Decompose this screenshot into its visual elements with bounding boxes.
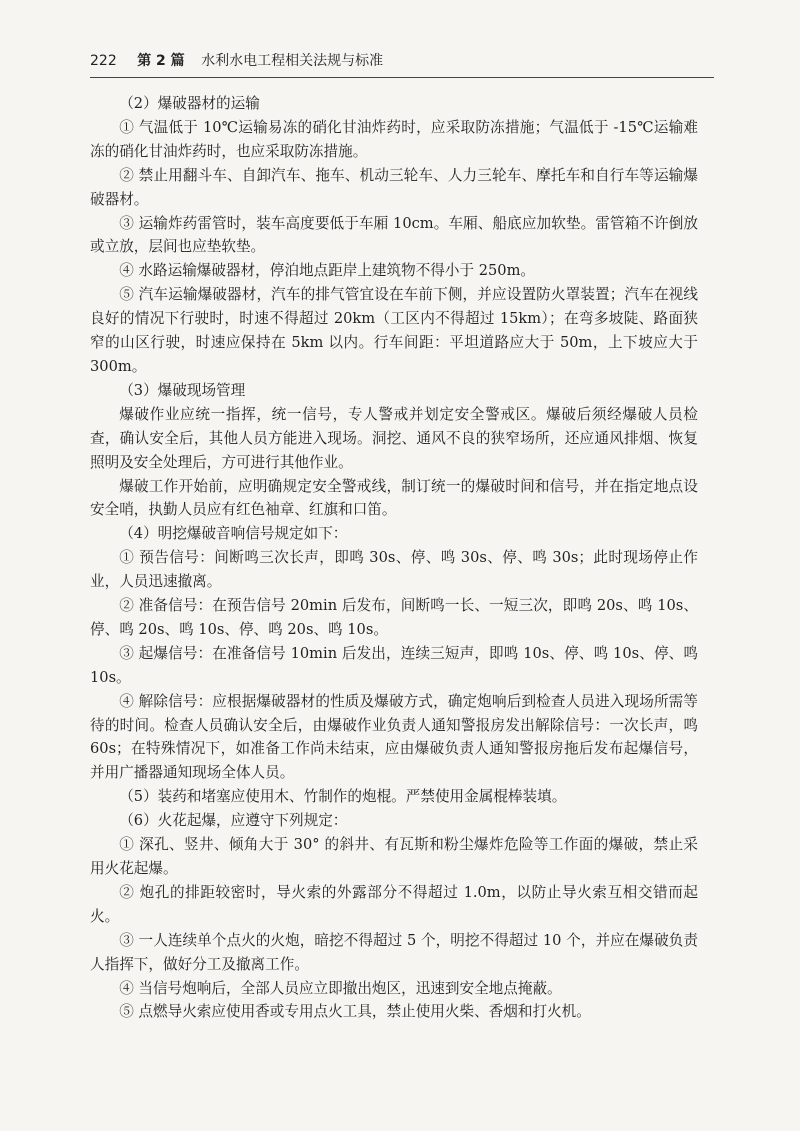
header-rule [90, 77, 714, 78]
paragraph: ① 预告信号：间断鸣三次长声，即鸣 30s、停、鸣 30s、停、鸣 30s；此时现场停止作业，人员迅速撤离。 [90, 549, 698, 591]
running-header [90, 50, 710, 72]
paragraph: ④ 水路运输爆破器材，停泊地点距岸上建筑物不得小于 250m。 [119, 262, 536, 280]
body-text [90, 92, 698, 1024]
paragraph: ⑤ 汽车运输爆破器材，汽车的排气管宜设在车前下侧，并应设置防火罩装置；汽车在视线良好的情况下行驶时，时速不得超过 20km（工区内不得超过 15km）；在弯多坡陡、路面狭窄的山区行驶，时速应保持在 5km 以内。行车间距：平坦道路应大于 50m，上下坡应大于 300m。 [90, 286, 698, 375]
section-heading-charging: （5）装药和堵塞应使用木、竹制作的炮棍。严禁使用金属棍棒装填。 [119, 788, 567, 806]
page-number: 222 [90, 53, 117, 69]
paragraph: ③ 一人连续单个点火的火炮，暗挖不得超过 5 个，明挖不得超过 10 个，并应在爆破负责人指挥下，做好分工及撤离工作。 [90, 931, 698, 973]
paragraph: ② 准备信号：在预告信号 20min 后发布，间断鸣一长、一短三次，即鸣 20s、鸣 10s、停、鸣 20s、鸣 10s、停、鸣 20s、鸣 10s。 [90, 597, 698, 638]
section-heading-site-management: （3）爆破现场管理 [119, 381, 246, 399]
paragraph: ① 深孔、竖井、倾角大于 30° 的斜井、有瓦斯和粉尘爆炸危险等工作面的爆破，禁止采用火花起爆。 [90, 836, 698, 877]
paragraph: ① 气温低于 10℃运输易冻的硝化甘油炸药时，应采取防冻措施；气温低于 -15℃运输难冻的硝化甘油炸药时，也应采取防冻措施。 [90, 118, 698, 160]
section-heading-signals: （4）明挖爆破音响信号规定如下： [119, 525, 348, 543]
paragraph: 爆破作业应统一指挥，统一信号，专人警戒并划定安全警戒区。爆破后须经爆破人员检查，确认安全后，其他人员方能进入现场。洞挖、通风不良的狭窄场所，还应通风排烟、恢复照明及安全处理后，方可进行其他作业。 [90, 405, 698, 471]
part-label: 第 2 篇 [137, 53, 185, 69]
paragraph: ④ 解除信号：应根据爆破器材的性质及爆破方式，确定炮响后到检查人员进入现场所需等待的时间。检查人员确认安全后，由爆破作业负责人通知警报房发出解除信号：一次长声，鸣 60s；在特殊情况下，如准备工作尚未结束，应由爆破负责人通知警报房拖后发布起爆信号，并用广播器通知现场全体人员。 [90, 692, 698, 782]
paragraph: ③ 运输炸药雷管时，装车高度要低于车厢 10cm。车厢、船底应加软垫。雷管箱不许倒放或立放，层间也应垫软垫。 [90, 214, 698, 256]
header-title: 水利水电工程相关法规与标准 [201, 53, 384, 69]
paragraph: ③ 起爆信号：在准备信号 10min 后发出，连续三短声，即鸣 10s、停、鸣 10s、停、鸣 10s。 [90, 644, 698, 686]
paragraph: ② 炮孔的排距较密时，导火索的外露部分不得超过 1.0m，以防止导火索互相交错而起火。 [90, 883, 698, 925]
section-heading-transport: （2）爆破器材的运输 [119, 95, 260, 112]
paragraph: ② 禁止用翻斗车、自卸汽车、拖车、机动三轮车、人力三轮车、摩托车和自行车等运输爆破器材。 [90, 166, 698, 208]
paragraph: ④ 当信号炮响后，全部人员应立即撤出炮区，迅速到安全地点掩蔽。 [119, 979, 562, 997]
paragraph: ⑤ 点燃导火索应使用香或专用点火工具，禁止使用火柴、香烟和打火机。 [119, 1003, 591, 1021]
paragraph: 爆破工作开始前，应明确规定安全警戒线，制订统一的爆破时间和信号，并在指定地点设安全哨，执勤人员应有红色袖章、红旗和口笛。 [90, 477, 698, 519]
section-heading-spark-ignition: （6）火花起爆，应遵守下列规定： [119, 812, 348, 830]
